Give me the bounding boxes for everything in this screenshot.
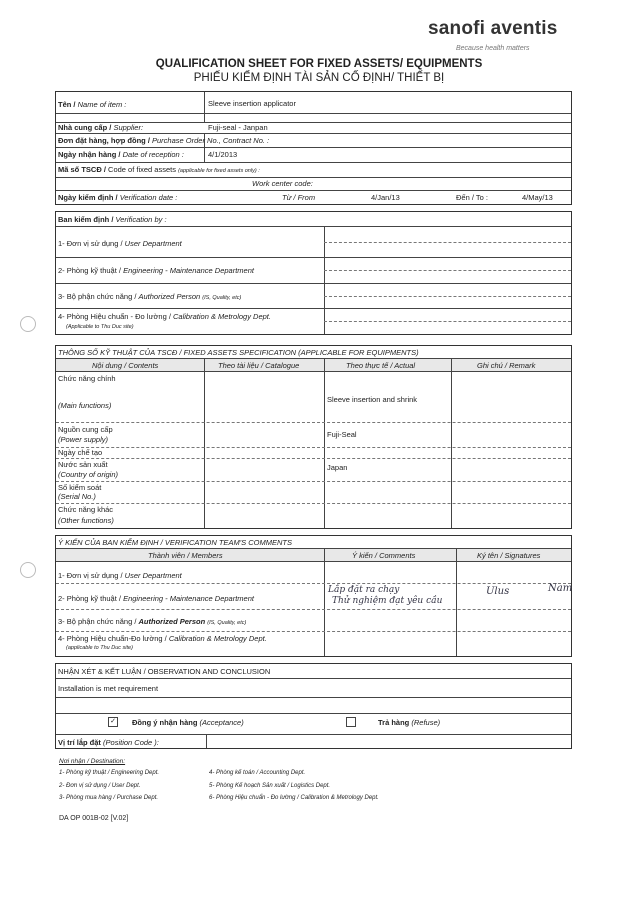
specs-col-remark: Ghi chú / Remark bbox=[477, 361, 536, 370]
from-value: 4/Jan/13 bbox=[371, 193, 400, 202]
to-value: 4/May/13 bbox=[522, 193, 553, 202]
title-english: QUALIFICATION SHEET FOR FIXED ASSETS/ EQUIPMENTS bbox=[155, 58, 483, 70]
comments-col-signatures: Ký tên / Signatures bbox=[477, 551, 541, 560]
form-code: DA OP 001B-02 [V.02] bbox=[59, 815, 129, 822]
spec-row-4-actual: Japan bbox=[327, 463, 348, 472]
po-label: Đơn đặt hàng, hợp đồng / Purchase Order No., Contract No. : bbox=[58, 136, 270, 145]
position-label: Vị trí lắp đặt (Position Code ): bbox=[58, 738, 159, 747]
comment-row-4: 4- Phòng Hiệu chuẩn-Đo lường / Calibration & Metrology Dept. bbox=[58, 634, 267, 643]
spec-row-1-en: (Main functions) bbox=[58, 401, 112, 410]
distribution-right-3: 6- Phòng Hiệu chuẩn - Đo lường / Calibration & Metrology Dept. bbox=[209, 795, 379, 801]
observation-text: Installation is met requirement bbox=[58, 684, 159, 693]
handwritten-comment-line-2: Thử nghiệm đạt yêu cầu bbox=[332, 596, 443, 606]
comment-row-3: 3- Bộ phận chức năng / Authorized Person (IS, Quality, etc) bbox=[58, 617, 247, 626]
comments-col-comments: Ý kiến / Comments bbox=[352, 551, 416, 560]
handwritten-comment-line-1: Lắp đặt ra chạy bbox=[328, 585, 400, 595]
spec-row-3-vn: Ngày chế tạo bbox=[58, 448, 103, 457]
reception-value: 4/1/2013 bbox=[208, 150, 238, 159]
title-vietnamese: PHIẾU KIỂM ĐỊNH TÀI SẢN CỐ ĐỊNH/ THIẾT BỊ bbox=[193, 72, 445, 84]
distribution-right-1: 4- Phòng kế toán / Accounting Dept. bbox=[209, 770, 306, 776]
distribution-left-3: 3- Phòng mua hàng / Purchase Dept. bbox=[59, 795, 159, 801]
comment-row-4-note: (applicable to Thu Duc site) bbox=[66, 645, 133, 651]
punch-hole-top bbox=[20, 316, 36, 332]
comments-header: Ý KIẾN CỦA BAN KIỂM ĐỊNH / VERIFICATION TEAM'S COMMENTS bbox=[58, 538, 292, 547]
accept-checkbox[interactable]: ✓ bbox=[108, 717, 118, 727]
punch-hole-bottom bbox=[20, 562, 36, 578]
supplier-label: Nhà cung cấp / Supplier: bbox=[58, 123, 144, 132]
verification-row-3: 3- Bộ phận chức năng / Authorized Person (IS, Quality, etc) bbox=[58, 292, 242, 301]
from-label: Từ / From bbox=[282, 193, 316, 202]
comments-col-members: Thành viên / Members bbox=[148, 551, 223, 560]
verification-row-4: 4- Phòng Hiệu chuẩn - Đo lường / Calibration & Metrology Dept. bbox=[58, 312, 271, 321]
spec-row-2-actual: Fuji-Seal bbox=[327, 430, 357, 439]
distribution-left-2: 2- Đơn vị sử dụng / User Dept. bbox=[59, 783, 141, 789]
refuse-label: Trả hàng (Refuse) bbox=[378, 718, 441, 727]
verification-date-label: Ngày kiểm định / Verification date : bbox=[58, 193, 178, 202]
spec-row-6-en: (Other functions) bbox=[58, 516, 114, 525]
logo: sanofi aventis bbox=[428, 18, 558, 39]
spec-row-2-en: (Power supply) bbox=[58, 435, 109, 444]
supplier-value: Fuji-seal - Janpan bbox=[208, 123, 268, 132]
verification-section bbox=[55, 211, 572, 335]
conclusion-section bbox=[55, 663, 572, 749]
distribution-left-1: 1- Phòng kỹ thuật / Engineering Dept. bbox=[59, 770, 160, 776]
verification-row-4-note: (Applicable to Thu Duc site) bbox=[66, 324, 134, 330]
work-center-label: Work center code: bbox=[252, 179, 313, 188]
asset-code-label: Mã số TSCĐ / Code of fixed assets (applicable for fixed assets only) : bbox=[58, 165, 260, 174]
verification-row-1: 1- Đơn vị sử dụng / User Department bbox=[58, 239, 182, 248]
to-label: Đến / To : bbox=[456, 193, 488, 202]
verification-header: Ban kiểm định / Verification by : bbox=[58, 215, 167, 224]
spec-row-4-vn: Nước sản xuất bbox=[58, 460, 108, 469]
conclusion-header: NHẬN XÉT & KẾT LUẬN / OBSERVATION AND CONCLUSION bbox=[58, 667, 271, 676]
comments-section bbox=[55, 535, 572, 657]
comment-row-1: 1- Đơn vị sử dụng / User Department bbox=[58, 571, 182, 580]
distribution-header: Nơi nhận / Destination: bbox=[59, 758, 126, 765]
specs-col-catalogue: Theo tài liệu / Catalogue bbox=[218, 361, 300, 370]
specs-header: THÔNG SỐ KỸ THUẬT CỦA TSCĐ / FIXED ASSETS SPECIFICATION (APPLICABLE FOR EQUIPMENTS) bbox=[58, 348, 419, 357]
spec-row-1-actual: Sleeve insertion and shrink bbox=[327, 395, 418, 404]
spec-row-5-vn: Số kiểm soát bbox=[58, 483, 102, 492]
logo-tagline: Because health matters bbox=[456, 45, 530, 52]
verification-row-2: 2- Phòng kỹ thuật / Engineering - Maintenance Department bbox=[58, 266, 254, 275]
spec-row-6-vn: Chức năng khác bbox=[58, 505, 114, 514]
reception-label: Ngày nhận hàng / Date of reception : bbox=[58, 150, 184, 159]
specs-section bbox=[55, 345, 572, 529]
accept-label: Đồng ý nhận hàng (Acceptance) bbox=[132, 718, 244, 727]
signature-1: Ulus bbox=[486, 586, 510, 597]
info-section bbox=[55, 91, 572, 205]
spec-row-2-vn: Nguồn cung cấp bbox=[58, 425, 113, 434]
specs-col-actual: Theo thực tế / Actual bbox=[346, 361, 416, 370]
spec-row-4-en: (Country of origin) bbox=[58, 470, 119, 479]
specs-col-contents: Nội dung / Contents bbox=[92, 361, 159, 370]
spec-row-5-en: (Serial No.) bbox=[58, 492, 96, 501]
distribution-right-2: 5- Phòng Kế hoạch Sản xuất / Logistics Dept. bbox=[209, 783, 331, 789]
spec-row-1-vn: Chức năng chính bbox=[58, 374, 116, 383]
item-value: Sleeve insertion applicator bbox=[208, 99, 296, 108]
comment-row-2: 2- Phòng kỹ thuật / Engineering - Maintenance Department bbox=[58, 594, 254, 603]
refuse-checkbox[interactable] bbox=[346, 717, 356, 727]
signature-2: Nam bbox=[548, 583, 573, 594]
item-label: Tên / Name of item : bbox=[58, 100, 127, 109]
